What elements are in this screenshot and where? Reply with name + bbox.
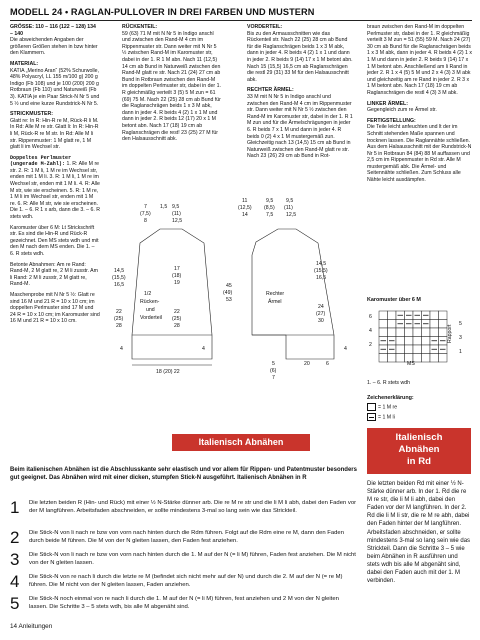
sleeve-top-2b: (8,5) — [264, 205, 275, 211]
chart-cell — [396, 354, 405, 363]
sleeve-cuff-l-c: 7 — [272, 375, 275, 381]
step-text: Die letzten beiden R (Hin- und Rück) mit einer ½ N-Stärke dünner arb. Die re M re str und die li M li abh, dabei den Faden vor der M langführen. Arbeitsfaden abschneiden, er sollte mindestens 3-mal so lang sein wie das Strickteil. — [29, 500, 357, 514]
back-right-measure-2b: (25) — [172, 316, 182, 322]
chart-cell — [405, 328, 414, 337]
sizes-note: Die abweichenden Angaben der größeren Größen stehen in bzw hinter den Klammern. — [10, 37, 98, 57]
back-bottom-measure-r: 4 — [202, 346, 205, 352]
intro-text: Beim italienischen Abnähen ist die Abschlusskante sehr elastisch und vor allem für Rippen- und Patentmuster besonders gut geeignet. Das Abnähen wird mit einer dicken, stumpfen Stick-N ausgeführt. Italienisch Abnähen in R — [10, 467, 357, 481]
back-right-measure-2c: 28 — [174, 323, 180, 329]
front-text: Bis zu den Armausschnitten wie das Rückenteil str. Nach 22 (25) 28 cm ab Bund für die Raglanschrägen beids 1 x 3 M abk, dann in jeder 4. R beids 4 (2) 1 x 1 und dann in jeder 2. R beids 9 (14) 17 x 1 M betont abn. Nach 15 (15,5) 16,5 cm ab Raglanschrägen die restl 29 (31) 33 M für den Halsausschnitt abk. — [247, 30, 353, 83]
perl-text: 1. R: Alle M re str. 2. R: 1 M li, 1 M re im Wechsel str, enden mit 1 M li. 3. R: 1 M li, 1 M re im Wechsel str, enden mit 1 M li. 4. R: Alle M str, wie sie erscheinen. 5. R: 1 M re, 1 M li im Wechsel str, enden mit 1 M re. 6. R: Alle M str, wie sie erscheinen. Die 1. – 6. R 1 x arb, dann die 3. – 6. R stets wdh. — [10, 161, 100, 221]
chart-cell — [396, 328, 405, 337]
sleeve-top-2a: 9,5 — [266, 198, 274, 204]
sleeve-total-b: (49) — [223, 290, 233, 296]
back-left-measure-2c: 28 — [116, 323, 122, 329]
sleeve-label-1: Rechter — [266, 291, 285, 297]
legend-purl — [367, 413, 472, 421]
chart-cell — [422, 345, 431, 354]
step-text: Die Stick-N von li nach re bzw von vorn nach hinten durch die 1. M auf der N (= li M) führen, Faden fest anziehen. Die M nicht von der N gleiten lassen. — [29, 552, 356, 566]
chart-cell — [396, 345, 405, 354]
back-label-3: und — [146, 307, 155, 313]
chart-cell — [405, 337, 414, 346]
purl-symbol-icon — [367, 413, 376, 421]
stitch-heading: STRICKMUSTER: — [10, 111, 53, 118]
legend-heading: Zeichenerklärung: — [367, 395, 414, 401]
karo-text: Karomuster über 6 M: Lt Strickschrift str. Es sind die Hin-R und Rück-R gezeichnet. Den MS stets wdh und mit den M nach dem MS enden. Die 1. – 6. R stets wdh. — [10, 224, 99, 257]
chart-cell — [388, 320, 397, 329]
chart-cell — [430, 311, 439, 320]
legend-purl-text: = 1 M li — [378, 414, 395, 421]
finishing-text: Die Teile leicht anfeuchten und lt der im Schnitt stehenden Maße spannen und trocknen lassen. Die Raglannähte schließen. Aus dem Halsausschnitt mit der Rundstrick-N Nr 5 in Rotbraun 84 (84) 88 M auffassen und 2,5 cm im Rippenmuster in Rd str. Alle M mustergemäß abk. Die Ärmel- und Seitennähte schließen. Zum Schluss alle Nähte leicht ausdämpfen. — [367, 124, 472, 184]
chart-cell — [405, 345, 414, 354]
chart-cell — [388, 311, 397, 320]
sleeve-top-1b: (12,5) — [238, 205, 252, 211]
chart-cell — [379, 311, 388, 320]
sleeve-total-c: 53 — [226, 297, 232, 303]
left-sleeve-heading: LINKER ÄRMEL: — [367, 100, 408, 107]
banner-italian-bindoff-round — [367, 428, 471, 474]
chart-cell — [379, 354, 388, 363]
row-label-1: 1 — [459, 349, 462, 355]
row-label-3: 3 — [459, 335, 462, 341]
sleeve-top-3a: 9,5 — [286, 198, 294, 204]
banner-italian-bindoff: Italienisch Abnähen — [172, 434, 310, 451]
back-top-measure-1a: 7 — [144, 204, 147, 210]
back-right-measure-1c: 19 — [174, 280, 180, 286]
chart-cell — [439, 354, 448, 363]
back-top-measure-2: 1,5 — [160, 204, 168, 210]
column-4 — [367, 24, 472, 188]
back-text: 59 (63) 71 M mit N Nr 5 in Indigo anschl und zwischen den Rand-M 4 cm im Rippenmuster str. Dann weiter mit N Nr 5 ½ zwischen Rand-M im Karomuster str, dabei in der 1. R 1 M abn. Nach 11 (12,5) 14 cm ab Bund in Naturweiß zwischen den Rand-M glatt re str. Nach 21 (24) 27 cm ab Bund in Rotbraun zwischen den Rand-M im doppelten Perlmuster str, dabei in der 1. R gleichmäßig verteilt 3 (5) 5 M zun = 61 (69) 75 M. Nach 22 (25) 28 cm ab Bund für die Raglanschrägen beids 1 x 3 M abk, dann in jeder 4. R beids 4 (2) 1 x 1 M und dann in jeder 2. R beids 12 (17) 20 x 1 M betont abn. Nach 17 (18) 19 cm ab Raglanschrägen die rest! 23 (25) 27 M für den Halsausschnitt abk. — [122, 30, 221, 143]
step-number: 1 — [10, 498, 20, 517]
sleeve-heading: RECHTER ÄRMEL: — [247, 87, 294, 94]
sleeve-total-a: 45 — [226, 283, 232, 289]
sleeve-right-2a: 24 — [318, 304, 324, 310]
sleeve-right-2c: 30 — [318, 318, 324, 324]
material-heading: MATERIAL: — [10, 60, 39, 67]
column-3 — [247, 24, 353, 164]
sleeve-piece-outline — [252, 229, 334, 359]
back-top-measure-1b: (7,5) — [140, 211, 151, 217]
page-footer: 14 Anleitungen — [10, 623, 53, 630]
back-label-4: Vorderteil — [140, 315, 162, 321]
chart-cell — [430, 328, 439, 337]
chart-cell — [388, 328, 397, 337]
chart-title: Karomuster über 6 M — [367, 297, 421, 303]
step-number: 5 — [10, 594, 20, 613]
step-text: Die Stick-N noch einmal von re nach li durch die 1. M auf der N (= li M) führen, fest anziehen und 2 M von der N gleiten lassen. Die Schritte 3 – 5 stets wdh, bis alle M abgenäht sind. — [29, 596, 339, 610]
back-right-measure-1a: 17 — [174, 266, 180, 272]
chart-cell — [388, 354, 397, 363]
step-number: 2 — [10, 528, 20, 547]
chart-cell — [422, 354, 431, 363]
back-label-1: 1/2 — [144, 291, 152, 297]
column4-text: braun zwischen den Rand-M im doppelten Perlmuster str, dabei in der 1. R gleichmäßig verteilt 3 M zun = 51 (55) 59 M. Nach 24 (27) 30 cm ab Bund für die Raglanschrägen beids 1 x 3 M abk, dann in jeder 4. R beids 4 (2) 1 x 1 M und dann in jeder 2. R beids 9 (14) 17 x 1 M betont abn. Anschließend am li Rand in jeder 2. R 1 x 4 (5) 5 M und 2 x 4 (3) 3 M abk und gleichzeitig am re Rand in jeder 2. R 3 x 1 M betont abn. Nach 17 (18) 19 cm ab Raglanschrägen die restl 4 (3) 3 M abk. — [367, 24, 472, 96]
back-width: 18 (20) 22 — [156, 369, 180, 375]
chart-cell — [422, 337, 431, 346]
sleeve-right-1a: 14,5 — [316, 261, 327, 267]
sleeve-right-1b: (15,5) — [314, 268, 328, 274]
step-text: Die Stick-N von li nach re bzw von vorn nach hinten durch die Rdm führen. Folgt auf die Rdm eine re M, dann den Faden durch beide M führen. Die M von der N gleiten lassen, den Faden fest anziehen. — [29, 530, 344, 544]
chart-cell — [379, 328, 388, 337]
banner-side-line2: Abnähen — [398, 444, 440, 455]
step-text: Die Stick-N von re nach li durch die letzte re M (befindet sich nicht mehr auf der N) und durch die 2. M auf der N (= re M) führen. Die M nicht von der N gleiten lassen, Faden anziehen. — [29, 574, 343, 588]
chart-grid — [367, 305, 471, 375]
sleeve-top-1a: 11 — [242, 198, 248, 204]
stitch-text: Glatt re: In R: Hin-R re M, Rück-R li M. In Rd: Alle M re str. Glatt li: In R: Hin-R li M, Rück-R re M str. In Rd: Alle M li str. Rippenmuster: 1 M glatt re, 1 M glatt li im Wechsel str. — [10, 117, 99, 151]
sleeve-right-1c: 16,5 — [316, 275, 327, 281]
back-label-2: Rücken- — [140, 299, 160, 305]
front-heading: VORDERTEIL: — [247, 24, 283, 30]
sleeve-label-2: Ärmel — [268, 299, 282, 305]
step-number: 3 — [10, 550, 20, 569]
title-rule — [10, 20, 472, 21]
sleeve-top-3b: (11) — [284, 205, 293, 211]
karomuster-chart — [367, 297, 472, 421]
back-right-measure-2a: 22 — [174, 309, 180, 315]
sleeve-cuff-l-b: (6) — [270, 368, 277, 374]
back-top-measure-1c: 8 — [144, 218, 147, 224]
material-text: KATIA „Merino Aran“ (52% Schurwolle, 48% Polyacryl, LL 155 m/100 g) 200 g Indigo (Fb 108) und je 100 (200) 200 g Rotbraun (Fb 110) und Naturweiß (Fb 3). KATIA je ein Paar Strick-N Nr 5 und 5 ½ und eine kurze Rundstrick-N Nr 5. — [10, 67, 100, 107]
chart-cell — [430, 320, 439, 329]
column-2 — [122, 24, 222, 147]
back-left-measure-1c: 16,5 — [114, 282, 125, 288]
chart-cell — [439, 320, 448, 329]
back-left-measure-2a: 22 — [116, 309, 122, 315]
side-instructions: Die letzten beiden Rd mit einer ½ N-Stärke dünner arb. In der 1. Rd die re M re str, die li M li abh, dabei den Faden vor der M langführen. In der 2. Rd die li M li str, die re M re abh, dabei den Faden hinter der M langführen. Arbeitsfaden abschneiden, er sollte mindestens 3-mal so lang sein wie das Strickteil. Dann die Schritte 3 – 5 wie beim Abnähen in R ausführen und stets wdh bis alle M abgenäht sind, dabei den Faden auch mit der 1. M verbinden. — [367, 481, 471, 585]
banner-side-line1: Italienisch — [395, 432, 443, 443]
rows-note: 1. – 6. R stets wdh — [367, 380, 410, 386]
back-left-measure-2b: (25) — [114, 316, 124, 322]
chart-cell — [413, 328, 422, 337]
back-bottom-measure: 4 — [120, 346, 123, 352]
row-label-4: 4 — [369, 328, 372, 334]
column-1 — [10, 24, 100, 329]
chart-cell — [413, 345, 422, 354]
back-left-measure-1a: 14,5 — [114, 268, 125, 274]
rapport-label: Rapport — [447, 324, 453, 343]
banner-side-line3: in Rd — [407, 456, 431, 467]
chart-cell — [439, 311, 448, 320]
perl-heading: Doppeltes Perlmuster (ungerade M-Zahl): — [10, 154, 72, 168]
chart-cell — [379, 320, 388, 329]
sleeve-top-2c: 7,5 — [266, 212, 274, 218]
legend-knit-text: = 1 M re — [378, 404, 398, 411]
chart-cell — [413, 337, 422, 346]
chart-cell — [439, 328, 448, 337]
ms-label: MS — [407, 361, 415, 367]
sleeve-top-3c: 12,5 — [286, 212, 297, 218]
sleeve-right-2b: (27) — [316, 311, 326, 317]
chart-cell — [396, 337, 405, 346]
chart-cell — [430, 354, 439, 363]
sleeve-cuff-l-a: 5 — [272, 361, 275, 367]
sleeve-cuff-w: 20 — [304, 361, 310, 367]
knit-symbol-icon — [367, 403, 376, 411]
betonte-text: Betonte Abnahmen: Am re Rand: Rand-M, 2 M glatt re, 2 M li zusstr. Am li Rand: 2 M li zusstr, 2 M glatt re, Rand-M. — [10, 261, 98, 288]
back-left-measure-1b: (15,5) — [112, 275, 126, 281]
chart-cell — [422, 328, 431, 337]
back-top-measure-3b: (11) — [172, 211, 181, 217]
back-heading: RÜCKENTEIL: — [122, 24, 158, 30]
sizes: GRÖSSE: 110 – 116 (122 – 128) 134 – 140 — [10, 24, 96, 37]
row-label-5: 5 — [459, 321, 462, 327]
row-label-2: 2 — [369, 342, 372, 348]
finishing-heading: FERTIGSTELLUNG: — [367, 117, 416, 124]
sleeve-bottom-measure: 4 — [344, 346, 347, 352]
legend-knit — [367, 403, 472, 411]
row-label-6: 6 — [369, 314, 372, 320]
page-title: MODELL 24 • RAGLAN-PULLOVER IN DREI FARBEN UND MUSTERN — [10, 7, 315, 17]
back-top-measure-3a: 9,5 — [172, 204, 180, 210]
back-right-measure-1b: (18) — [172, 273, 182, 279]
sleeve-text: 33 M mit N Nr 5 in Indigo anschl und zwischen den Rand-M 4 cm im Rippenmuster str. Dann weiter mit N Nr 5 ½ zwischen den Rand-M im Karomuster str, dabei in der 1. R 1 M zun und für die Ärmelschrägungen in jeder 6. R beids 7 x 1 M und dann in jeder 4. R beids 0 (2) 4 x 1 M mustergemäß zun. Gleichzeitig nach 13 (14,5) 15 cm ab Bund in Naturweiß zwischen den Rand-M glatt re str. Nach 23 (26) 29 cm ab Bund in Rot- — [247, 93, 353, 160]
back-top-measure-3c: 12,5 — [172, 218, 183, 224]
step-number: 4 — [10, 572, 20, 591]
pattern-schematic — [100, 195, 362, 427]
left-sleeve-text: Gegengleich zum re Ärmel str. — [367, 107, 437, 114]
sleeve-top-1c: 14 — [242, 212, 248, 218]
maschenprobe-text: Maschenprobe mit N Nr 5 ½: Glatt re sind 16 M und 21 R = 10 x 10 cm; im doppelten Perlmuster sind 17 M und 24 R = 10 x 10 cm; im Karomuster sind 16 M und 21 R = 10 x 10 cm. — [10, 291, 100, 325]
sleeve-cuff-r: 6 — [326, 361, 329, 367]
